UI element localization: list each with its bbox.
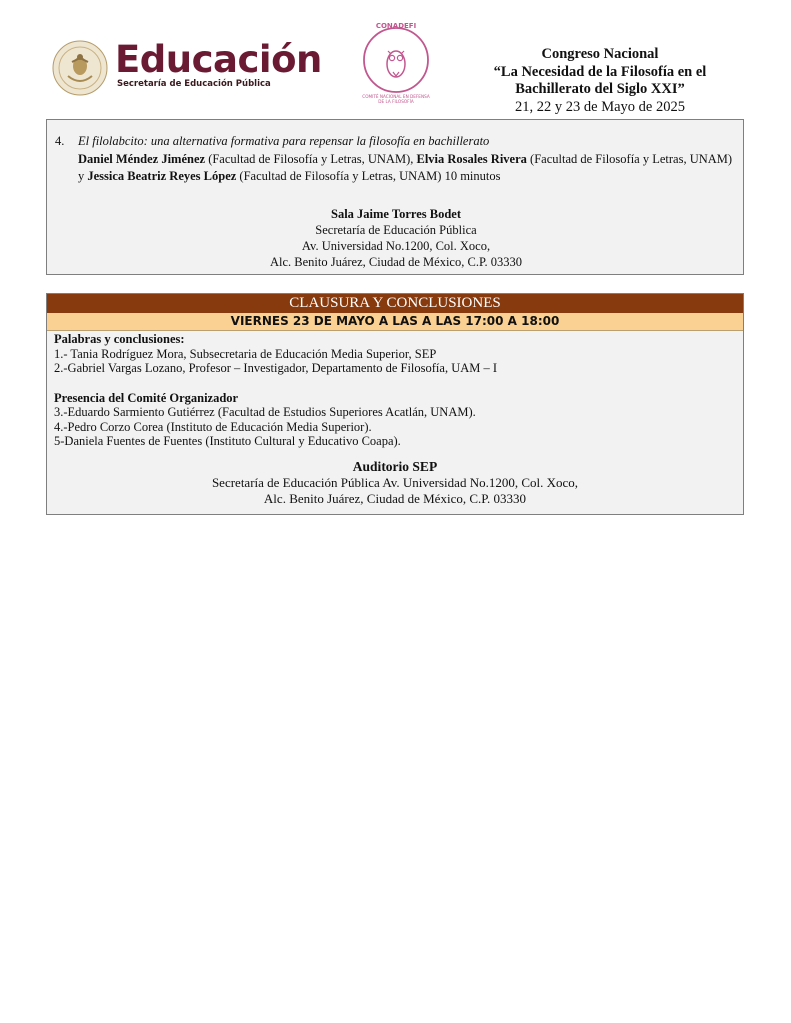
session-item-box	[46, 119, 744, 275]
conadefi-logo-caption-1: COMITÉ NACIONAL EN DEFENSA	[362, 94, 430, 99]
venue-name: Sala Jaime Torres Bodet	[331, 207, 461, 221]
author-name: Jessica Beatriz Reyes López	[87, 169, 237, 183]
list-item: 5-Daniela Fuentes de Fuentes (Instituto Cultural y Educativo Coapa).	[54, 434, 401, 448]
list-item: 2.-Gabriel Vargas Lozano, Profesor – Investigador, Departamento de Filosofía, UAM – I	[54, 361, 498, 375]
national-seal-logo	[52, 40, 108, 96]
congress-subtitle-line2: Bachillerato del Siglo XXI”	[515, 81, 685, 97]
closing-section-title: CLAUSURA Y CONCLUSIONES	[47, 294, 743, 313]
congress-dates: 21, 22 y 23 de Mayo de 2025	[515, 98, 685, 115]
congress-subtitle-line1: “La Necesidad de la Filosofía en el	[493, 63, 707, 80]
speakers-heading: Palabras y conclusiones:	[54, 332, 185, 346]
list-item: 3.-Eduardo Sarmiento Gutiérrez (Facultad de Estudios Superiores Acatlán, UNAM).	[54, 405, 476, 419]
closing-content	[47, 331, 743, 449]
closing-venue	[47, 459, 743, 507]
venue-line: Alc. Benito Juárez, Ciudad de México, C.P. 03330	[269, 255, 523, 269]
item-number: 4.	[55, 134, 65, 148]
closing-section-date: VIERNES 23 DE MAYO A LAS A LAS 17:00 A 18:00	[47, 313, 743, 331]
author-name: Elvia Rosales Rivera	[416, 151, 527, 166]
page-header	[0, 0, 791, 118]
venue-line: Alc. Benito Juárez, Ciudad de México, C.P. 03330	[263, 490, 527, 506]
venue-line: Av. Universidad No.1200, Col. Xoco,	[301, 239, 491, 253]
author-affiliation: (Facultad de Filosofía y Letras, UNAM) y	[78, 151, 733, 183]
item-title: El filolabcito: una alternativa formativa para repensar la filosofía en bachillerato	[78, 134, 490, 148]
conadefi-logo-caption-2: DE LA FILOSOFÍA	[378, 99, 414, 104]
congress-heading	[480, 46, 720, 116]
education-logo-word: Educación	[115, 38, 322, 81]
conadefi-logo	[356, 20, 436, 106]
list-item: 4.-Pedro Corzo Corea (Instituto de Educación Media Superior).	[54, 419, 372, 434]
author-affiliation: (Facultad de Filosofía y Letras, UNAM) 10 minutos	[236, 169, 501, 183]
list-item: 1.- Tania Rodríguez Mora, Subsecretaria de Educación Media Superior, SEP	[54, 346, 437, 361]
author-affiliation: (Facultad de Filosofía y Letras, UNAM),	[205, 151, 417, 166]
congress-title: Congreso Nacional	[541, 46, 659, 62]
venue-line: Secretaría de Educación Pública	[315, 223, 477, 237]
venue-name: Auditorio SEP	[352, 458, 438, 474]
venue-line: Secretaría de Educación Pública Av. Universidad No.1200, Col. Xoco,	[211, 474, 579, 490]
session-item	[55, 133, 735, 186]
closing-section-box	[46, 293, 744, 515]
conadefi-logo-text: CONADEFI	[375, 22, 417, 30]
education-logo-subtitle: Secretaría de Educación Pública	[117, 79, 271, 89]
committee-heading: Presencia del Comité Organizador	[54, 390, 239, 405]
session-venue	[47, 206, 745, 270]
author-name: Daniel Méndez Jiménez	[78, 151, 206, 166]
